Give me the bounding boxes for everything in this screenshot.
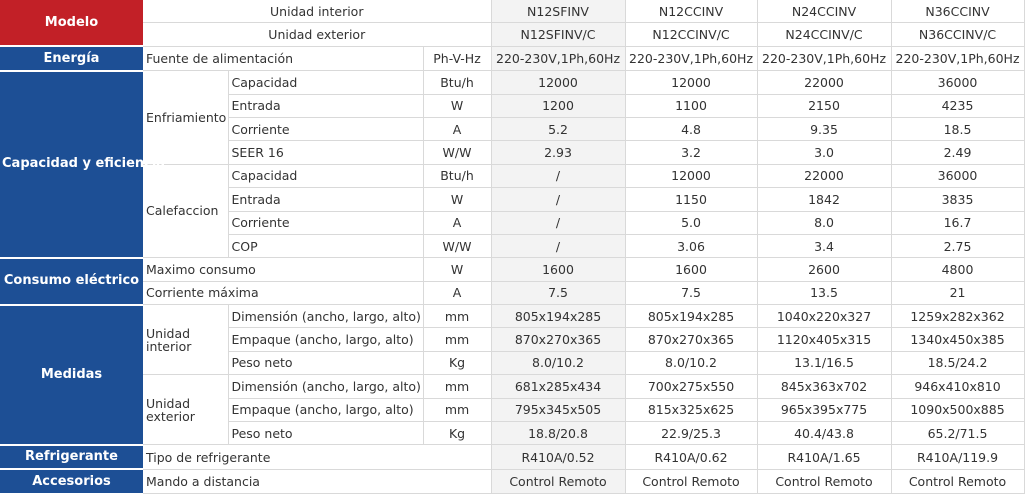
spec-unit: Kg — [423, 422, 491, 445]
spec-value: 2.49 — [891, 141, 1024, 164]
spec-value: 22000 — [757, 164, 891, 187]
spec-value: R410A/1.65 — [757, 445, 891, 469]
spec-unit: A — [423, 211, 491, 234]
spec-label: Corriente — [228, 211, 423, 234]
spec-value: 8.0 — [757, 211, 891, 234]
spec-unit: A — [423, 281, 491, 304]
spec-unit: W — [423, 258, 491, 281]
spec-value: 21 — [891, 281, 1024, 304]
spec-value: 805x194x285 — [625, 305, 757, 328]
spec-value: 845x363x702 — [757, 375, 891, 398]
spec-value: 1842 — [757, 188, 891, 211]
spec-value: 3835 — [891, 188, 1024, 211]
spec-value: 815x325x625 — [625, 398, 757, 421]
spec-value: 1040x220x327 — [757, 305, 891, 328]
spec-value: 18.5 — [891, 117, 1024, 140]
spec-value: 7.5 — [491, 281, 625, 304]
spec-label: SEER 16 — [228, 141, 423, 164]
spec-value: 2.93 — [491, 141, 625, 164]
spec-value: 220-230V,1Ph,60Hz — [757, 46, 891, 70]
spec-unit: Btu/h — [423, 164, 491, 187]
spec-value: 22000 — [757, 71, 891, 94]
model-outdoor: N24CCINV/C — [757, 23, 891, 46]
spec-value: 4235 — [891, 94, 1024, 117]
table-row — [0, 305, 1024, 328]
spec-label: Maximo consumo — [143, 258, 423, 281]
spec-label: COP — [228, 234, 423, 257]
spec-value: 8.0/10.2 — [491, 351, 625, 374]
spec-value: R410A/0.52 — [491, 445, 625, 469]
row-label-outdoor: Unidad exterior — [143, 23, 491, 46]
group-unidad-exterior: Unidad exterior — [143, 375, 228, 445]
model-outdoor: N36CCINV/C — [891, 23, 1024, 46]
spec-unit: W — [423, 94, 491, 117]
spec-value: 36000 — [891, 71, 1024, 94]
spec-label: Capacidad — [228, 164, 423, 187]
table-row — [0, 281, 1024, 304]
spec-value: Control Remoto — [625, 469, 757, 493]
spec-value: 22.9/25.3 — [625, 422, 757, 445]
spec-value: 1200 — [491, 94, 625, 117]
spec-value: 13.1/16.5 — [757, 351, 891, 374]
table-row — [0, 71, 1024, 94]
spec-value: 965x395x775 — [757, 398, 891, 421]
spec-label: Peso neto — [228, 351, 423, 374]
spec-value: 3.2 — [625, 141, 757, 164]
spec-value: 9.35 — [757, 117, 891, 140]
spec-label: Entrada — [228, 94, 423, 117]
category-modelo: Modelo — [0, 0, 143, 46]
spec-value: 700x275x550 — [625, 375, 757, 398]
model-indoor: N12CCINV — [625, 0, 757, 23]
spec-value: / — [491, 188, 625, 211]
spec-value: 13.5 — [757, 281, 891, 304]
spec-label: Empaque (ancho, largo, alto) — [228, 328, 423, 351]
header-row-indoor — [0, 0, 1024, 23]
category-refrigerante: Refrigerante — [0, 445, 143, 469]
spec-unit: mm — [423, 375, 491, 398]
spec-value: 946x410x810 — [891, 375, 1024, 398]
spec-value: Control Remoto — [891, 469, 1024, 493]
spec-value: 1150 — [625, 188, 757, 211]
spec-value: 3.0 — [757, 141, 891, 164]
spec-value: 3.06 — [625, 234, 757, 257]
spec-value: 2600 — [757, 258, 891, 281]
spec-value: 4.8 — [625, 117, 757, 140]
spec-value: 7.5 — [625, 281, 757, 304]
spec-label: Fuente de alimentación — [143, 46, 423, 70]
spec-label: Corriente máxima — [143, 281, 423, 304]
row-label-indoor: Unidad interior — [143, 0, 491, 23]
table-row — [0, 46, 1024, 70]
category-medidas: Medidas — [0, 305, 143, 445]
spec-value: 1090x500x885 — [891, 398, 1024, 421]
spec-label: Capacidad — [228, 71, 423, 94]
spec-value: 681x285x434 — [491, 375, 625, 398]
spec-value: 805x194x285 — [491, 305, 625, 328]
spec-value: / — [491, 211, 625, 234]
spec-label: Dimensión (ancho, largo, alto) — [228, 305, 423, 328]
spec-value: 8.0/10.2 — [625, 351, 757, 374]
spec-unit: mm — [423, 305, 491, 328]
header-row-outdoor — [0, 23, 1024, 46]
spec-value: 12000 — [625, 164, 757, 187]
spec-value: / — [491, 234, 625, 257]
spec-unit: W/W — [423, 141, 491, 164]
model-indoor: N24CCINV — [757, 0, 891, 23]
table-row — [0, 445, 1024, 469]
spec-label: Corriente — [228, 117, 423, 140]
spec-value: 1600 — [625, 258, 757, 281]
spec-value: 4800 — [891, 258, 1024, 281]
spec-label: Dimensión (ancho, largo, alto) — [228, 375, 423, 398]
category-consumo: Consumo eléctrico — [0, 258, 143, 305]
spec-value: 1259x282x362 — [891, 305, 1024, 328]
spec-value: / — [491, 164, 625, 187]
spec-value: 5.2 — [491, 117, 625, 140]
spec-value: Control Remoto — [757, 469, 891, 493]
spec-value: Control Remoto — [491, 469, 625, 493]
spec-value: 1600 — [491, 258, 625, 281]
spec-value: 18.5/24.2 — [891, 351, 1024, 374]
spec-unit: A — [423, 117, 491, 140]
spec-value: 1100 — [625, 94, 757, 117]
model-indoor: N12SFINV — [491, 0, 625, 23]
spec-unit: Ph-V-Hz — [423, 46, 491, 70]
spec-unit: W/W — [423, 234, 491, 257]
spec-value: 36000 — [891, 164, 1024, 187]
spec-unit: Kg — [423, 351, 491, 374]
spec-value: R410A/0.62 — [625, 445, 757, 469]
table-row — [0, 375, 1024, 398]
model-indoor: N36CCINV — [891, 0, 1024, 23]
spec-value: 18.8/20.8 — [491, 422, 625, 445]
category-capacidad: Capacidad y eficiencia — [0, 71, 143, 258]
table-row — [0, 469, 1024, 493]
table-row — [0, 258, 1024, 281]
spec-unit: W — [423, 188, 491, 211]
spec-value: 870x270x365 — [491, 328, 625, 351]
spec-value: R410A/119.9 — [891, 445, 1024, 469]
spec-label: Mando a distancia — [143, 469, 491, 493]
model-outdoor: N12CCINV/C — [625, 23, 757, 46]
category-energia: Energía — [0, 46, 143, 70]
group-unidad-interior: Unidad interior — [143, 305, 228, 375]
spec-value: 220-230V,1Ph,60Hz — [891, 46, 1024, 70]
spec-label: Empaque (ancho, largo, alto) — [228, 398, 423, 421]
spec-value: 3.4 — [757, 234, 891, 257]
spec-value: 12000 — [491, 71, 625, 94]
model-outdoor: N12SFINV/C — [491, 23, 625, 46]
spec-unit: Btu/h — [423, 71, 491, 94]
spec-value: 12000 — [625, 71, 757, 94]
spec-unit: mm — [423, 328, 491, 351]
group-enfriamiento: Enfriamiento — [143, 71, 228, 165]
spec-unit: mm — [423, 398, 491, 421]
spec-value: 870x270x365 — [625, 328, 757, 351]
spec-value: 2.75 — [891, 234, 1024, 257]
category-accesorios: Accesorios — [0, 469, 143, 493]
spec-value: 1120x405x315 — [757, 328, 891, 351]
group-calefaccion: Calefaccion — [143, 164, 228, 258]
spec-label: Peso neto — [228, 422, 423, 445]
spec-value: 40.4/43.8 — [757, 422, 891, 445]
spec-value: 2150 — [757, 94, 891, 117]
spec-value: 65.2/71.5 — [891, 422, 1024, 445]
spec-value: 220-230V,1Ph,60Hz — [491, 46, 625, 70]
spec-value: 220-230V,1Ph,60Hz — [625, 46, 757, 70]
spec-label: Tipo de refrigerante — [143, 445, 491, 469]
spec-value: 5.0 — [625, 211, 757, 234]
spec-value: 16.7 — [891, 211, 1024, 234]
spec-value: 1340x450x385 — [891, 328, 1024, 351]
spec-value: 795x345x505 — [491, 398, 625, 421]
spec-label: Entrada — [228, 188, 423, 211]
